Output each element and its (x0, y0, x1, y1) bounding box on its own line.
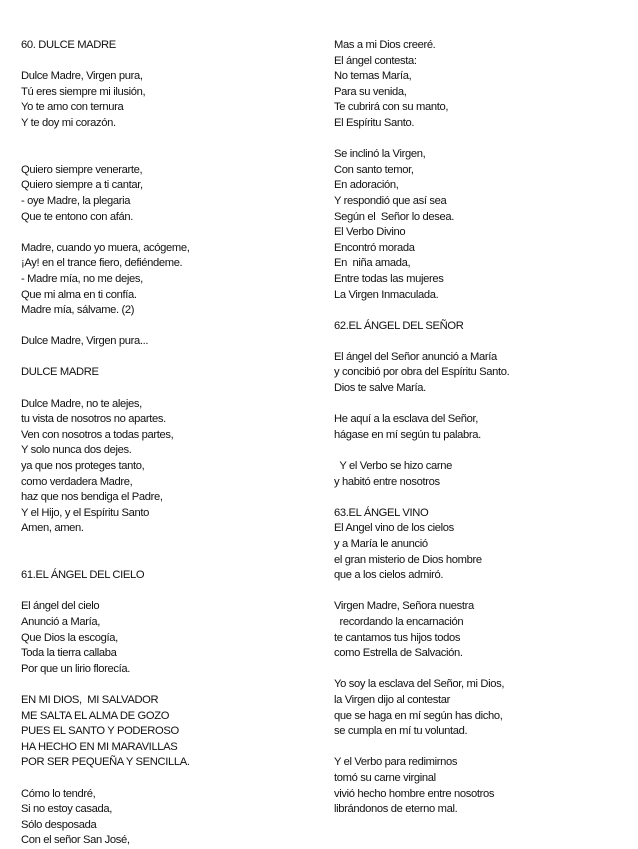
text-line: El ángel contesta: (334, 54, 417, 67)
text-line: Toda la tierra callaba (21, 647, 117, 660)
text-line: No temas María, (334, 70, 412, 83)
text-line: - oye Madre, la plegaria (21, 194, 131, 207)
text-line: te cantamos tus hijos todos (334, 631, 461, 644)
text-line: La Virgen Inmaculada. (334, 288, 439, 301)
text-line: recordando la encarnación (334, 615, 464, 628)
text-line: El ángel del cielo (21, 600, 100, 613)
blank-line (21, 319, 311, 335)
text-line: En niña amada, (334, 257, 411, 270)
text-line: EN MI DIOS, MI SALVADOR (21, 693, 159, 706)
text-line: Si no estoy casada, (21, 803, 112, 816)
left-column (21, 38, 311, 849)
text-line: Mas a mi Dios creeré. (334, 39, 436, 51)
text-line: Amen, amen. (21, 522, 84, 535)
text-line: He aquí a la esclava del Señor, (334, 413, 479, 426)
blank-line (334, 303, 624, 319)
blank-line (21, 381, 311, 397)
text-line: Para su venida, (334, 85, 407, 98)
text-line: Madre mía, sálvame. (2) (21, 304, 135, 317)
text-line: PUES EL SANTO Y PODEROSO (21, 725, 179, 738)
blank-line (334, 490, 624, 506)
blank-line (21, 771, 311, 787)
text-line: HA HECHO EN MI MARAVILLAS (21, 740, 178, 753)
text-line: la Virgen dijo al contestar (334, 693, 450, 706)
blank-line (21, 584, 311, 600)
blank-line (21, 132, 311, 148)
text-line: Anunció a María, (21, 615, 100, 628)
text-line: En adoración, (334, 179, 399, 192)
text-line: Que mi alma en ti confía. (21, 288, 137, 301)
text-line: ¡Ay! en el trance fiero, defiéndeme. (21, 257, 183, 270)
blank-line (334, 443, 624, 459)
blank-line (21, 350, 311, 366)
text-line: el gran misterio de Dios hombre (334, 553, 482, 566)
text-line: Con el señor San José, (21, 834, 130, 847)
text-line: y habitó entre nosotros (334, 475, 440, 488)
blank-line (334, 662, 624, 678)
text-line: se cumpla en mí tu voluntad. (334, 725, 468, 738)
text-line: El ángel del Señor anunció a María (334, 350, 497, 363)
text-line: El Verbo Divino (334, 226, 406, 239)
text-line: y concibió por obra del Espíritu Santo. (334, 366, 510, 379)
text-line: librándonos de eterno mal. (334, 803, 458, 816)
text-line: que se haga en mí según has dicho, (334, 709, 503, 722)
text-line: Virgen Madre, Señora nuestra (334, 600, 474, 613)
text-line: que a los cielos admiró. (334, 569, 444, 582)
text-line: Quiero siempre venerarte, (21, 163, 143, 176)
text-line: - Madre mía, no me dejes, (21, 272, 143, 285)
text-line: Dios te salve María. (334, 382, 426, 395)
blank-line (334, 397, 624, 413)
text-line: Que te entono con afán. (21, 210, 133, 223)
blank-line (21, 553, 311, 569)
text-line: Dulce Madre, Virgen pura, (21, 70, 143, 83)
text-line: como Estrella de Salvación. (334, 647, 463, 660)
text-line: Se inclinó la Virgen, (334, 148, 426, 161)
blank-line (21, 54, 311, 70)
text-line: Entre todas las mujeres (334, 272, 444, 285)
text-line: Por que un lirio florecía. (21, 662, 131, 675)
text-line: Y te doy mi corazón. (21, 116, 116, 129)
text-line: 60. DULCE MADRE (21, 39, 116, 51)
text-line: Y respondió que así sea (334, 194, 447, 207)
right-column (334, 38, 624, 818)
blank-line (21, 225, 311, 241)
text-line: haz que nos bendiga el Padre, (21, 491, 163, 504)
text-line: 63.EL ÁNGEL VINO (334, 506, 429, 519)
blank-line (334, 132, 624, 148)
text-line: Y el Hijo, y el Espíritu Santo (21, 506, 149, 519)
text-line: Y el Verbo se hizo carne (334, 460, 452, 473)
blank-line (21, 677, 311, 693)
text-line: tomó su carne virginal (334, 771, 436, 784)
blank-line (21, 147, 311, 163)
text-line: Y el Verbo para redimirnos (334, 756, 458, 769)
text-line: y a María le anunció (334, 538, 428, 550)
text-line: Según el Señor lo desea. (334, 210, 454, 223)
text-line: DULCE MADRE (21, 366, 99, 379)
text-line: Y solo nunca dos dejes. (21, 444, 132, 457)
text-line: ME SALTA EL ALMA DE GOZO (21, 709, 170, 722)
text-line: Yo soy la esclava del Señor, mi Dios, (334, 678, 505, 691)
text-line: Cómo lo tendré, (21, 787, 96, 800)
text-line: Encontró morada (334, 241, 415, 254)
text-line: Dulce Madre, no te alejes, (21, 397, 142, 410)
text-line: 61.EL ÁNGEL DEL CIELO (21, 569, 145, 582)
blank-line (334, 584, 624, 600)
text-line: 62.EL ÁNGEL DEL SEÑOR (334, 319, 464, 332)
text-line: Quiero siempre a ti cantar, (21, 179, 143, 192)
text-line: Yo te amo con ternura (21, 101, 124, 114)
text-line: POR SER PEQUEÑA Y SENCILLA. (21, 756, 190, 769)
text-line: El Espíritu Santo. (334, 116, 415, 129)
text-line: como verdadera Madre, (21, 475, 133, 488)
text-line: Que Dios la escogía, (21, 631, 118, 644)
text-line: vivió hecho hombre entre nosotros (334, 787, 495, 800)
text-line: tu vista de nosotros no apartes. (21, 413, 166, 426)
text-line: Te cubrirá con su manto, (334, 101, 449, 114)
blank-line (21, 537, 311, 553)
text-line: El Angel vino de los cielos (334, 522, 454, 535)
blank-line (334, 334, 624, 350)
text-line: Tú eres siempre mi ilusión, (21, 85, 146, 98)
text-line: Madre, cuando yo muera, acógeme, (21, 241, 190, 254)
blank-line (334, 740, 624, 756)
text-line: hágase en mí según tu palabra. (334, 428, 481, 441)
text-line: ya que nos proteges tanto, (21, 460, 145, 473)
text-line: Sólo desposada (21, 818, 97, 831)
text-line: Con santo temor, (334, 163, 414, 176)
text-line: Ven con nosotros a todas partes, (21, 428, 174, 441)
text-line: Dulce Madre, Virgen pura... (21, 335, 149, 348)
